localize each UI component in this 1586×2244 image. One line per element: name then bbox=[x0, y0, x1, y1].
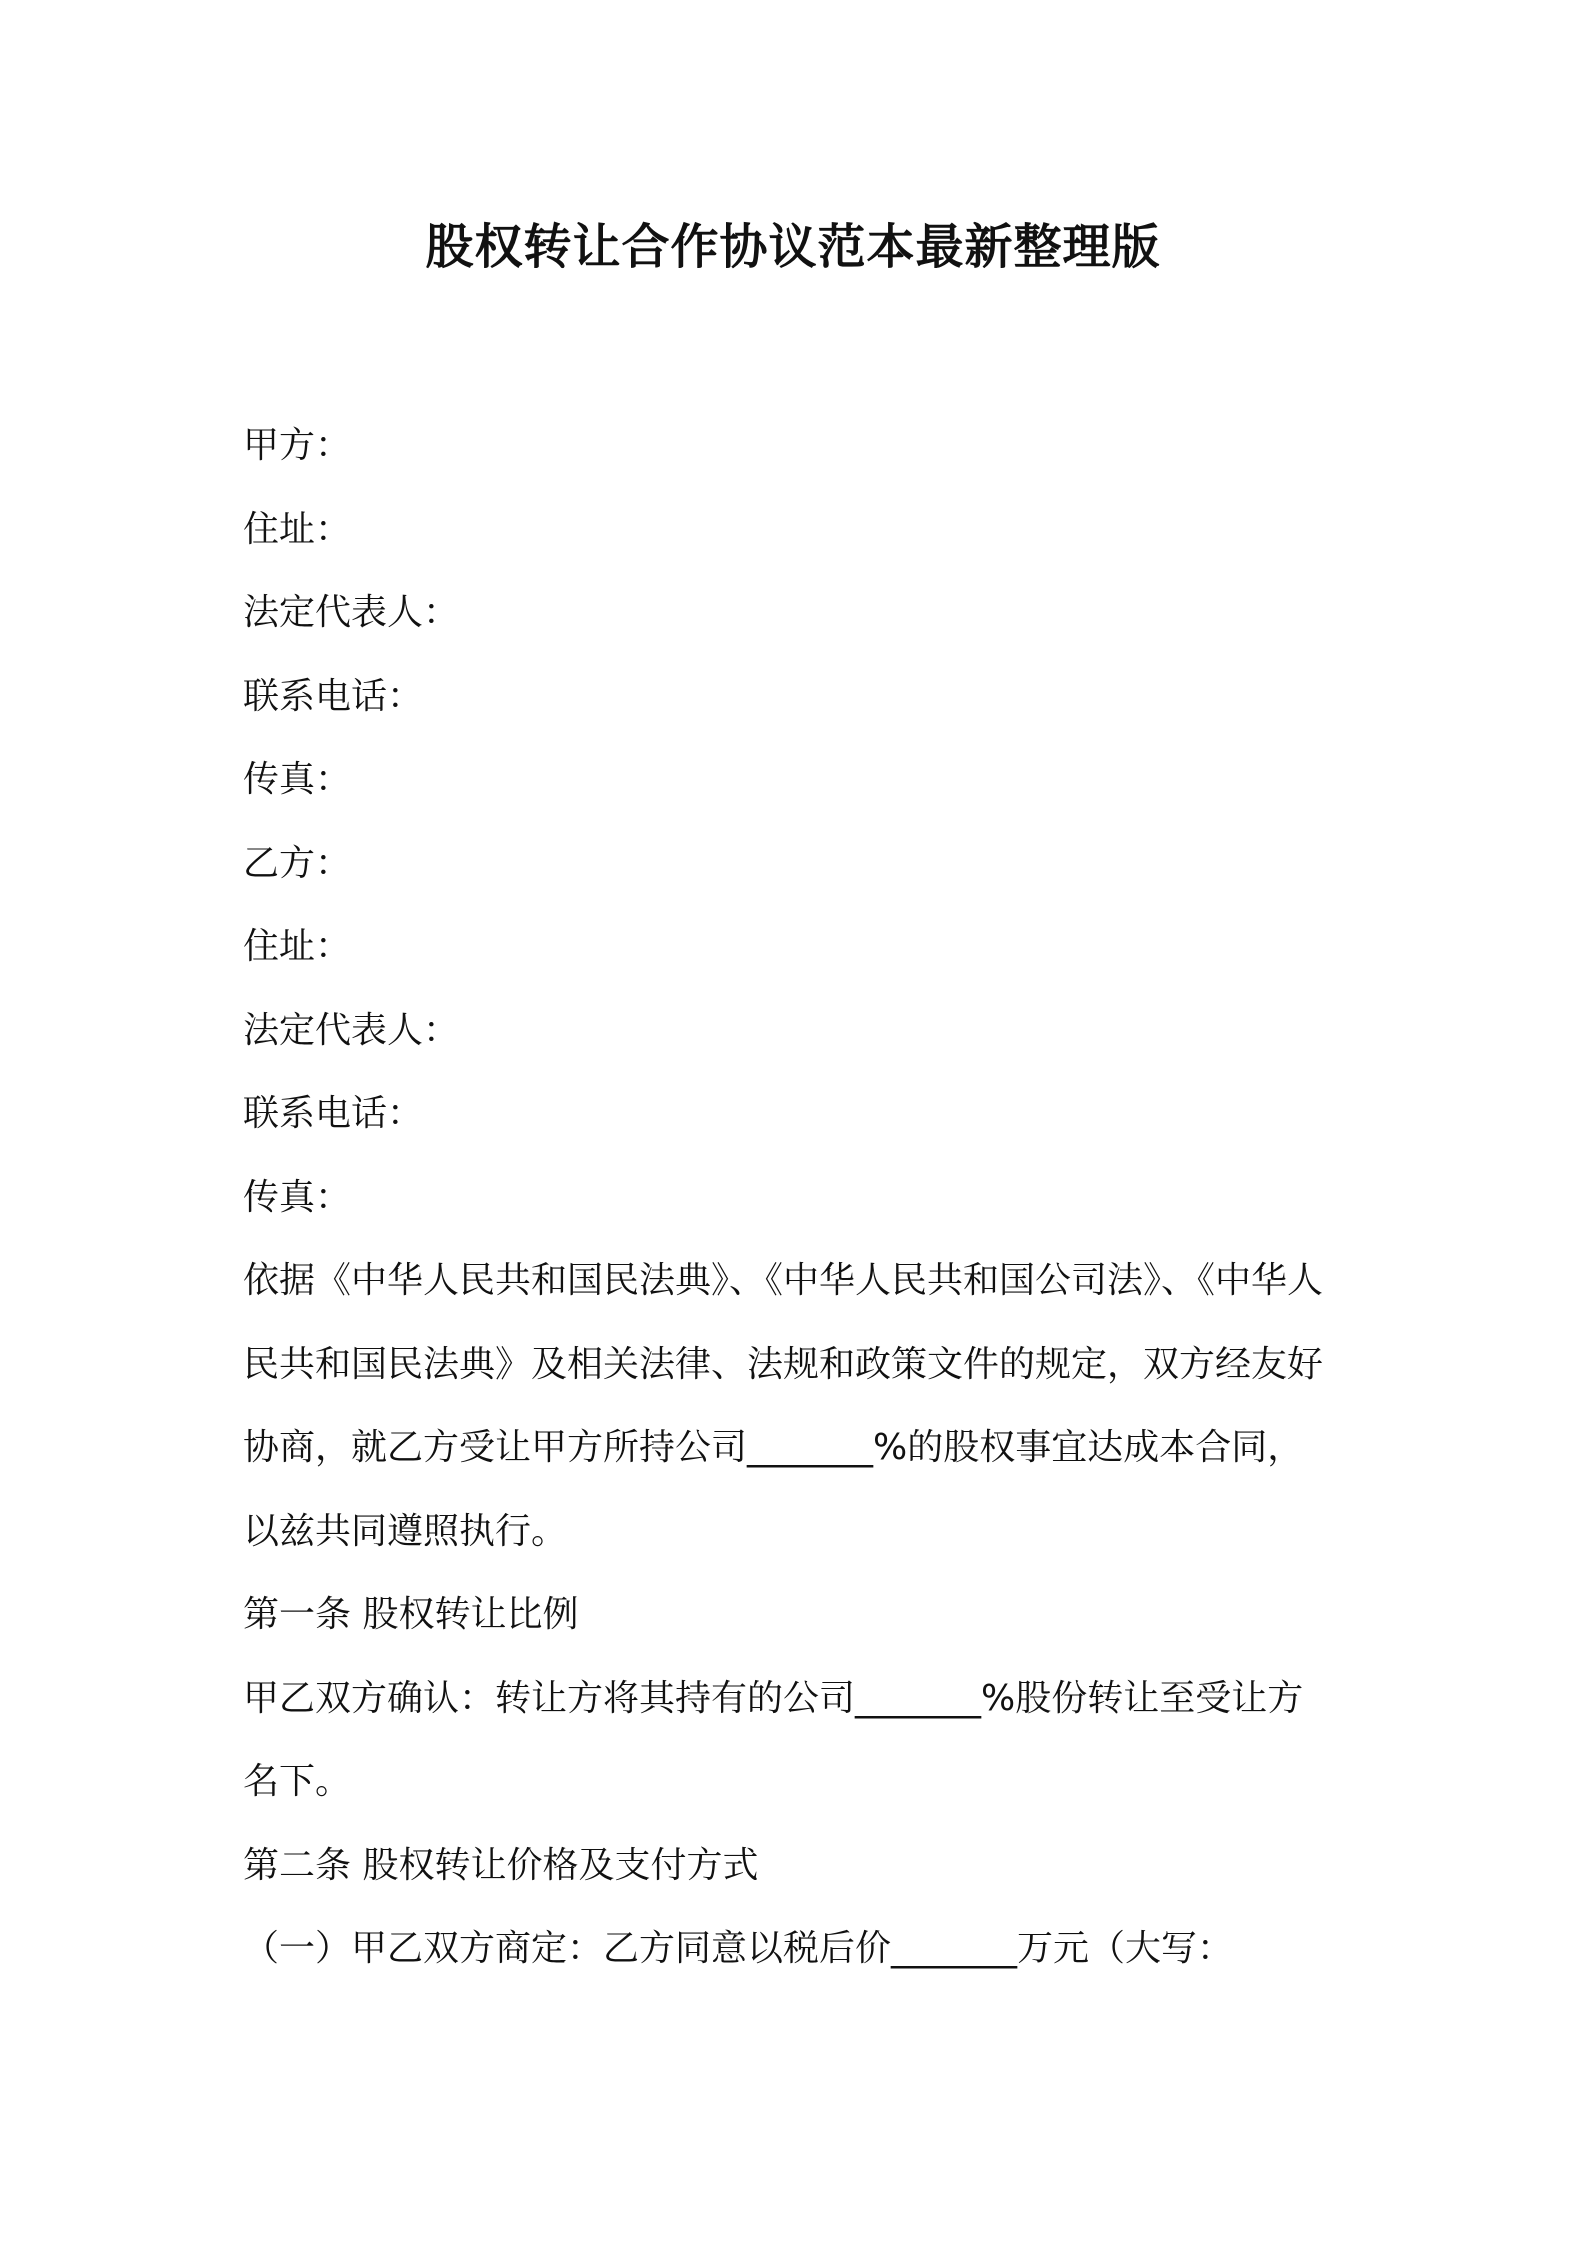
article-1-body-line: 甲乙双方确认：转让方将其持有的公司_______%股份转让至受让方 bbox=[243, 1677, 1304, 1719]
preamble-line: 协商，就乙方受让甲方所持公司_______%的股权事宜达成本合同， bbox=[243, 1427, 1304, 1468]
article-1-body-line: 名下。 bbox=[243, 1761, 352, 1802]
party-a-label: 甲方： bbox=[243, 425, 352, 466]
preamble-line: 以兹共同遵照执行。 bbox=[243, 1510, 568, 1552]
party-a-address: 住址： bbox=[243, 508, 352, 550]
party-a-legal-rep: 法定代表人： bbox=[243, 592, 460, 633]
article-2-heading: 第二条 股权转让价格及支付方式 bbox=[243, 1844, 759, 1886]
party-b-address: 住址： bbox=[243, 926, 352, 967]
preamble-line: 民共和国民法典》及相关法律、法规和政策文件的规定，双方经友好 bbox=[243, 1343, 1324, 1385]
party-b-phone: 联系电话： bbox=[243, 1093, 424, 1134]
party-b-legal-rep: 法定代表人： bbox=[243, 1009, 460, 1051]
article-2-item-1: （一）甲乙双方商定：乙方同意以税后价_______万元（大写： bbox=[243, 1928, 1234, 1969]
preamble-line: 依据《中华人民共和国民法典》、《中华人民共和国公司法》、《中华人 bbox=[243, 1260, 1324, 1301]
document-body bbox=[243, 404, 1363, 1991]
document-title: 股权转让合作协议范本最新整理版 bbox=[425, 219, 1161, 275]
party-b-fax: 传真： bbox=[243, 1176, 352, 1218]
party-a-phone: 联系电话： bbox=[243, 675, 424, 717]
party-b-label: 乙方： bbox=[243, 842, 352, 884]
article-1-heading: 第一条 股权转让比例 bbox=[243, 1594, 579, 1635]
party-a-fax: 传真： bbox=[243, 759, 352, 800]
